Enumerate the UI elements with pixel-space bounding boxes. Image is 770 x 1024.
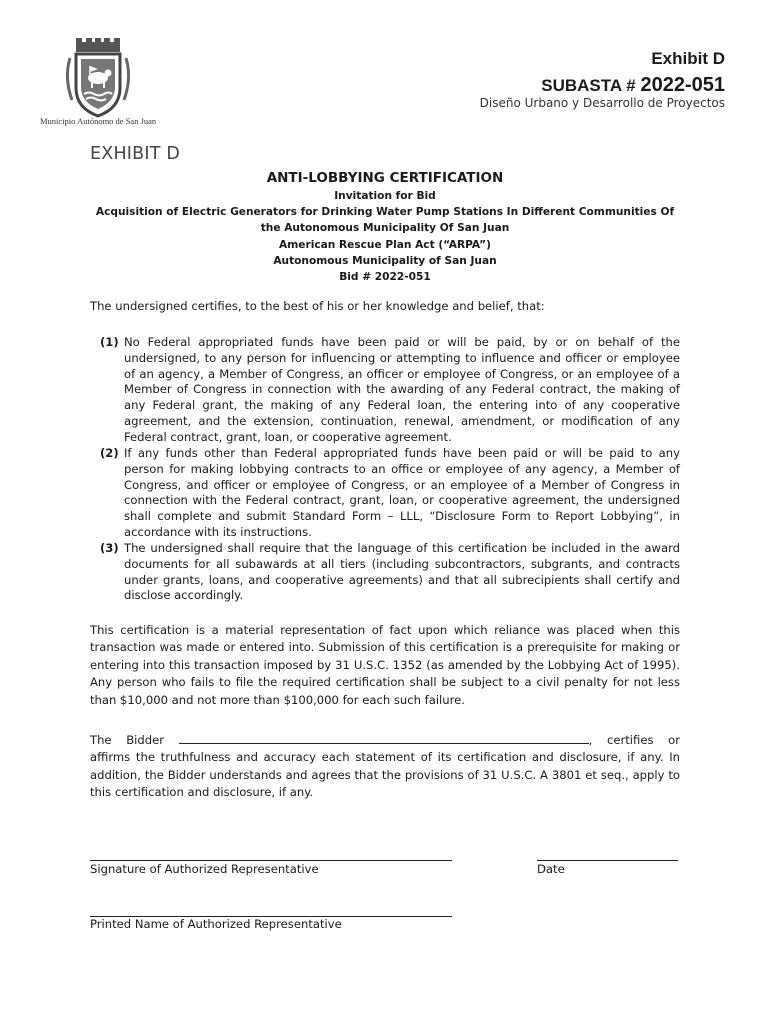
bidder-paragraph xyxy=(90,731,680,802)
certification-paragraph: This certification is a material representation of fact upon which reliance was placed when this transaction was made or entered into. Submission of this certification is a prerequisite for making or entering into this transaction imposed by 31 U.S.C. 1352 (as amended by the Lobbying Act of 1995). Any person who fails to file the required certification shall be subject to a civil penalty for not less than $10,000 and not more than $100,000 for each such failure. xyxy=(90,623,680,707)
date-line[interactable] xyxy=(537,860,678,861)
certification-item xyxy=(100,335,680,446)
printed-name-label: Printed Name of Authorized Representative xyxy=(90,917,342,931)
date-label: Date xyxy=(537,862,565,876)
subtitle-line: Bid # 2022-051 xyxy=(339,271,431,284)
subtitle-line: American Rescue Plan Act (“ARPA”) xyxy=(279,238,491,251)
bidder-prefix: The Bidder xyxy=(90,733,164,747)
document-title: ANTI-LOBBYING CERTIFICATION xyxy=(266,170,504,186)
item-text: If any funds other than Federal appropriated funds have been paid or will be paid to any person for making lobbying contracts to an office or employee of any agency, a Member of Congress, and officer or employee of Congress, or an employee of a Member of Congress in connection with the Federal contract, grant, loan, or cooperative agreement, the undersigned shall complete and submit Standard Form – LLL, “Disclosure Form to Report Lobbying”, in accordance with its instructions. xyxy=(124,446,680,539)
signature-label: Signature of Authorized Representative xyxy=(90,862,319,876)
signature-line[interactable] xyxy=(90,860,452,861)
municipality-name: Municipio Autónomo de San Juan xyxy=(40,116,157,126)
item-number: (1) xyxy=(100,335,119,349)
subasta-number xyxy=(541,74,725,97)
item-text: No Federal appropriated funds have been paid or will be paid, by or on behalf of the undersigned, to any person for influencing or attempting to influence and officer or employee of an agency, a Member of Congress, an officer or employee of Congress, or an employee of a Member of Congress in connection with the awarding of any Federal contract, the making of any Federal grant, the making of any Federal loan, the entering into of any cooperative agreement, and the extension, continuation, renewal, amendment, or modification of any Federal contract, grant, loan, or cooperative agreement. xyxy=(124,335,680,444)
certification-item xyxy=(100,446,680,541)
item-number: (3) xyxy=(100,541,119,555)
exhibit-label: Exhibit D xyxy=(651,49,725,68)
certification-item xyxy=(100,541,680,604)
bidder-name-field[interactable] xyxy=(179,731,589,744)
municipal-seal-icon xyxy=(62,38,134,118)
subasta-value: 2022-051 xyxy=(640,74,725,96)
item-text: The undersigned shall require that the language of this certification be included in the award documents for all subawards at all tiers (including subcontractors, subgrants, and contracts under grants, loans, and cooperative agreements) and that all subrecipients shall certify and disclose accordingly. xyxy=(124,541,680,603)
document-subtitle xyxy=(60,188,710,285)
intro-paragraph: The undersigned certifies, to the best of his or her knowledge and belief, that: xyxy=(90,299,545,313)
bidder-suffix: , certifies or affirms the truthfulness and accuracy each statement of its certification and disclosure, if any. In addition, the Bidder understands and agrees that the provisions of 31 U.S.C. A 3801 et seq., apply to this certification and disclosure, if any. xyxy=(90,733,681,800)
subtitle-line: Acquisition of Electric Generators for Drinking Water Pump Stations In Different Communities Of xyxy=(95,206,675,219)
subtitle-line: Autonomous Municipality of San Juan xyxy=(273,254,497,267)
exhibit-heading: EXHIBIT D xyxy=(90,144,181,164)
item-number: (2) xyxy=(100,446,119,460)
subtitle-line: the Autonomous Municipality Of San Juan xyxy=(260,222,510,235)
subasta-prefix: SUBASTA # xyxy=(541,76,636,95)
subtitle-line: Invitation for Bid xyxy=(334,190,436,202)
department-name: Diseño Urbano y Desarrollo de Proyectos xyxy=(479,96,725,110)
